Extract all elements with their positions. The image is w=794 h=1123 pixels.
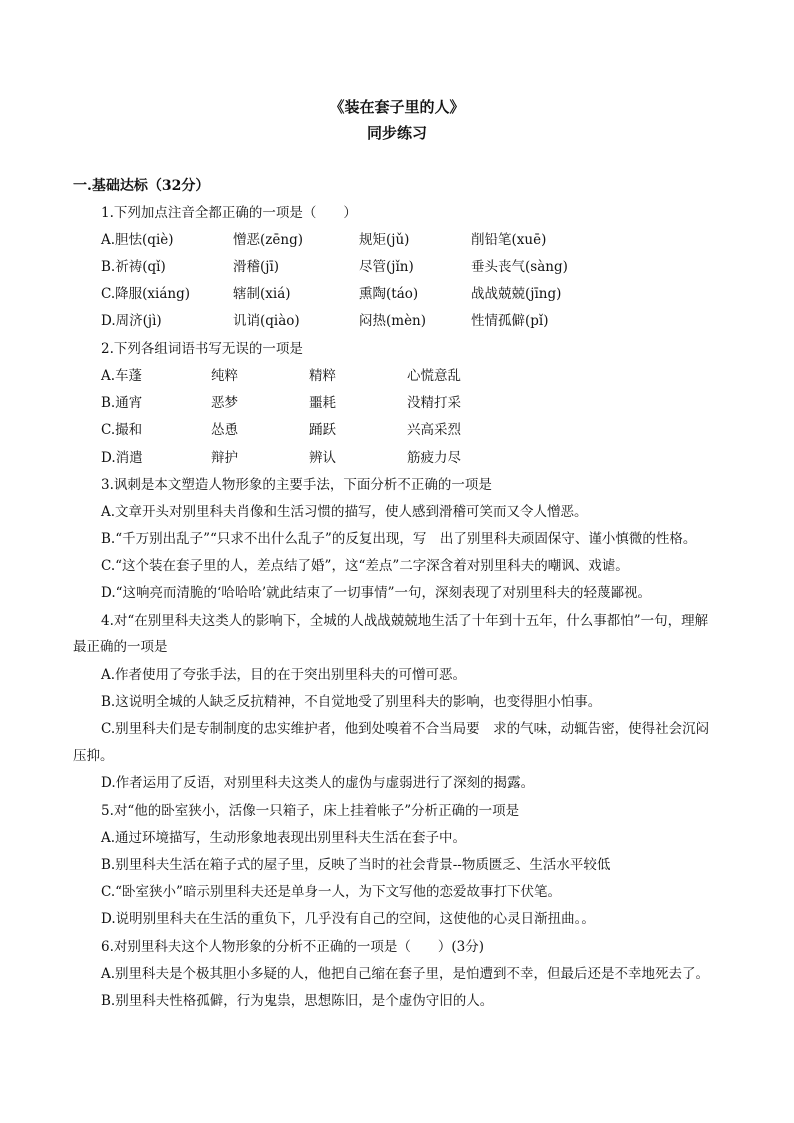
q3-option-c: C.“这个装在套子里的人，差点结了婚”，这“差点”二字深含着对别里科夫的嘲讽、戏谑。 [101, 558, 629, 574]
q2-option-b-1: B.通宵 [101, 395, 143, 411]
q2-option-b-3: 噩耗 [309, 395, 336, 411]
question-2-stem: 2.下列各组词语书写无误的一项是 [101, 341, 303, 357]
q4-option-c: C.别里科夫们是专制制度的忠实维护者，他到处嗅着不合当局要 求的气味，动辄告密，使得社会沉闷 [101, 721, 710, 737]
q2-option-a-4: 心慌意乱 [407, 368, 461, 384]
q2-option-a-3: 精粹 [309, 368, 336, 384]
question-6-stem: 6.对别里科夫这个人物形象的分析不正确的一项是（ ）(3分) [101, 939, 485, 955]
q4-option-a: A.作者使用了夸张手法，目的在于突出别里科夫的可憎可恶。 [101, 667, 467, 683]
q2-option-a-2: 纯粹 [211, 368, 238, 384]
q4-option-c-cont: 压抑。 [73, 748, 114, 764]
q1-option-c-3: 熏陶(táo) [359, 286, 419, 302]
q2-option-c-1: C.撮和 [101, 422, 143, 438]
q1-option-a-4: 削铅笔(xuē) [471, 232, 547, 248]
q2-option-c-2: 怂恿 [211, 422, 238, 438]
q4-option-b: B.这说明全城的人缺乏反抗精神，不自觉地受了别里科夫的影响，也变得胆小怕事。 [101, 694, 602, 710]
q6-option-b: B.别里科夫性格孤僻，行为鬼祟，思想陈旧，是个虚伪守旧的人。 [101, 993, 494, 1009]
q1-option-d-2: 讥诮(qiào) [233, 313, 300, 329]
q5-option-b: B.别里科夫生活在箱子式的屋子里，反映了当时的社会背景--物质匮乏、生活水平较低 [101, 857, 611, 873]
q5-option-d: D.说明别里科夫在生活的重负下，几乎没有自己的空间，这使他的心灵日渐扭曲。。 [101, 911, 595, 927]
q1-option-c-1: C.降服(xiáng) [101, 286, 190, 302]
q3-option-b: B.“千万别出乱子”“只求不出什么乱子”的反复出现，写 出了别里科夫顽固保守、谨小慎微的性格。 [101, 531, 697, 547]
question-1-stem: 1.下列加点注音全都正确的一项是（ ） [101, 205, 357, 221]
q1-option-d-3: 闷热(mèn) [359, 313, 427, 329]
question-4-stem-cont: 最正确的一项是 [73, 639, 168, 655]
section-heading: 一.基础达标（32分） [73, 178, 210, 194]
q1-option-d-4: 性情孤僻(pǐ) [471, 313, 549, 329]
q2-option-a-1: A.车蓬 [101, 368, 143, 384]
question-3-stem: 3.讽刺是本文塑造人物形象的主要手法，下面分析不正确的一项是 [101, 477, 492, 493]
q1-option-a-3: 规矩(jǔ) [359, 232, 410, 248]
q1-option-a-2: 憎恶(zēng) [233, 232, 303, 248]
q1-option-c-2: 辖制(xiá) [233, 286, 291, 302]
q4-option-d: D.作者运用了反语，对别里科夫这类人的虚伪与虚弱进行了深刻的揭露。 [101, 775, 535, 791]
q2-option-c-3: 踊跃 [309, 422, 336, 438]
q5-option-a: A.通过环境描写，生动形象地表现出别里科夫生活在套子中。 [101, 830, 467, 846]
q1-option-b-2: 滑稽(jī) [233, 259, 280, 275]
q1-option-c-4: 战战兢兢(jīng) [471, 286, 562, 302]
q2-option-d-1: D.消遣 [101, 450, 143, 466]
q3-option-d: D.“这响亮而清脆的‘哈哈哈’就此结束了一切事情”一句，深刻表现了对别里科夫的轻蔑鄙视。 [101, 585, 652, 601]
q1-option-d-1: D.周济(jì) [101, 313, 162, 329]
q2-option-b-2: 恶梦 [211, 395, 238, 411]
document-subtitle: 同步练习 [366, 124, 427, 142]
q1-option-a-1: A.胆怯(qiè) [101, 232, 174, 248]
q2-option-c-4: 兴高采烈 [407, 422, 461, 438]
q2-option-b-4: 没精打采 [407, 395, 461, 411]
q3-option-a: A.文章开头对别里科夫肖像和生活习惯的描写，使人感到滑稽可笑而又令人憎恶。 [101, 504, 588, 520]
q1-option-b-4: 垂头丧气(sàng) [471, 259, 568, 275]
q2-option-d-4: 筋疲力尽 [407, 450, 461, 466]
q6-option-a: A.别里科夫是个极其胆小多疑的人，他把自己缩在套子里，是怕遭到不幸，但最后还是不幸地死去了。 [101, 966, 710, 982]
question-4-stem: 4.对“在别里科夫这类人的影响下，全城的人战战兢兢地生活了十年到十五年，什么事都怕”一句，理解 [101, 613, 709, 629]
q2-option-d-2: 辩护 [211, 450, 238, 466]
q2-option-d-3: 辨认 [309, 450, 336, 466]
q5-option-c: C.“卧室狭小”暗示别里科夫还是单身一人，为下文写他的恋爱故事打下伏笔。 [101, 884, 561, 900]
q1-option-b-1: B.祈祷(qǐ) [101, 259, 166, 275]
q1-option-b-3: 尽管(jǐn) [359, 259, 414, 275]
document-title: 《装在套子里的人》 [329, 98, 465, 116]
question-5-stem: 5.对“他的卧室狭小，活像一只箱子，床上挂着帐子”分析正确的一项是 [101, 803, 520, 819]
